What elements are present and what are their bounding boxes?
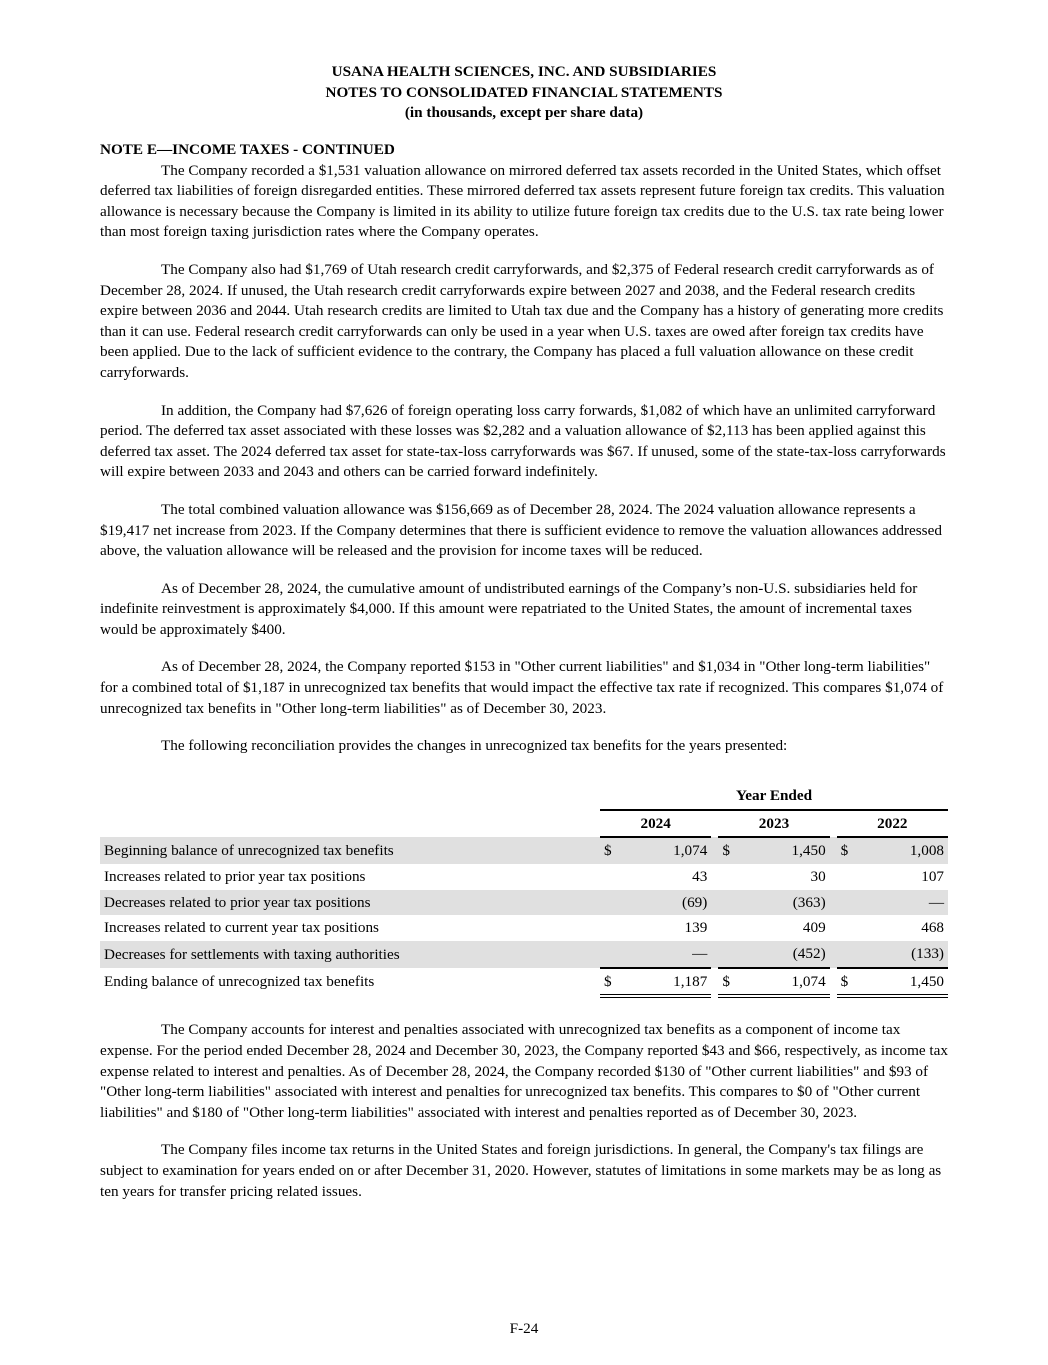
- row-label: Ending balance of unrecognized tax benefits: [104, 973, 375, 991]
- row-label: Decreases for settlements with taxing authorities: [100, 941, 600, 968]
- table-row: [100, 864, 948, 890]
- paragraph: The total combined valuation allowance was $156,669 as of December 28, 2024. The 2024 valuation allowance represents a $19,417 net increase from 2023. If the Company determines that there is sufficient evidence to remove the valuation allowances addressed above, the valuation allowance will be released and the provision for income taxes will be reduced.: [100, 500, 942, 560]
- note-title: NOTE E—INCOME TAXES - CONTINUED: [100, 141, 395, 158]
- row-label: Increases related to prior year tax positions: [104, 867, 366, 885]
- row-value: 1,074: [622, 837, 711, 864]
- row-value: 1,187: [622, 968, 711, 997]
- dollar-sign: [718, 915, 740, 941]
- dollar-sign: [600, 941, 622, 968]
- row-value: 43: [692, 867, 708, 885]
- table-year-header-row: [100, 810, 948, 838]
- dollar-sign: [600, 864, 622, 890]
- dollar-sign: $: [600, 837, 622, 864]
- paragraph: The following reconciliation provides the changes in unrecognized tax benefits for the years presented:: [161, 737, 788, 755]
- dollar-sign: [837, 941, 859, 968]
- row-value: (363): [740, 890, 829, 916]
- row-value: 107: [921, 867, 944, 885]
- year-header: 2023: [718, 810, 829, 838]
- row-value: 1,450: [740, 837, 829, 864]
- row-value: (133): [859, 941, 948, 968]
- dollar-sign: $: [837, 968, 859, 997]
- dollar-sign: [718, 890, 740, 916]
- row-value: 139: [684, 919, 708, 937]
- company-name: USANA HEALTH SCIENCES, INC. AND SUBSIDIARIES: [331, 63, 717, 80]
- year-header: 2022: [837, 810, 948, 838]
- dollar-sign: [718, 941, 740, 968]
- note-body: [100, 140, 948, 1219]
- dollar-sign: [837, 915, 859, 941]
- dollar-sign: [718, 864, 740, 890]
- row-value: 1,074: [740, 968, 829, 997]
- statement-title: NOTES TO CONSOLIDATED FINANCIAL STATEMENTS: [325, 83, 723, 101]
- dollar-sign: [837, 864, 859, 890]
- dollar-sign: $: [600, 968, 622, 997]
- units-note: (in thousands, except per share data): [404, 104, 644, 121]
- table-row: [100, 941, 948, 968]
- dollar-sign: $: [837, 837, 859, 864]
- table-row: [100, 837, 948, 864]
- year-header: 2024: [600, 810, 711, 838]
- row-value: (452): [740, 941, 829, 968]
- paragraph: As of December 28, 2024, the Company reported $153 in "Other current liabilities" and $1,034 in "Other long-term liabilities" for a combined total of $1,187 in unrecognized tax benefits that would impact the effective tax rate if recognized. This compares $1,074 of unrecognized tax benefits in "Other long-term liabilities" as of December 30, 2023.: [100, 658, 944, 717]
- paragraph: The Company files income tax returns in the United States and foreign jurisdictions. In general, the Company's tax filings are subject to examination for years ended on or after December 31, 2020. However, statutes of limitations in some markets may be as long as ten years for transfer pricing related issues.: [100, 1141, 942, 1200]
- paragraph: The Company also had $1,769 of Utah research credit carryforwards, and $2,375 of Federal research credit carryforwards as of December 28, 2024. If unused, the Utah research credit carryforwards expire between 2027 and 2038, and the Federal research credits expire between 2036 and 2044. Utah research credits are limited to Utah tax due and the Company has a history of generating more credits than it can use. Federal research credit carryforwards can only be used in a year when U.S. taxes are owed after foreign tax credits have been applied. Due to the lack of sufficient evidence to the contrary, the Company has placed a full valuation allowance on these credit carryforwards.: [100, 260, 944, 381]
- row-label: Increases related to current year tax positions: [104, 919, 379, 937]
- row-value: (69): [622, 890, 711, 916]
- paragraph: The Company accounts for interest and penalties associated with unrecognized tax benefits as a component of income tax expense. For the period ended December 28, 2024 and December 30, 2023, the Company reported $43 and $66, respectively, as income tax expense related to interest and penalties. As of December 28, 2024, the Company recorded $130 of "Other current liabilities" and $93 of "Other long-term liabilities" associated with interest and penalties for unrecognized tax benefits. This compares to $0 of "Other current liabilities" and $180 of "Other long-term liabilities" associated with interest and penalties reported as of December 30, 2023.: [100, 1021, 948, 1121]
- dollar-sign: $: [718, 837, 740, 864]
- table-row: [100, 915, 948, 941]
- paragraph: In addition, the Company had $7,626 of foreign operating loss carry forwards, $1,082 of which have an unlimited carryforward period. The deferred tax asset associated with these losses was $2,282 and a valuation allowance of $2,113 has been applied against this deferred tax asset. The 2024 deferred tax asset for state-tax-loss carryforwards was $67. If unused, some of the state-tax-loss carryforwards will expire between 2033 and 2043 and others can be carried forward indefinitely.: [100, 401, 946, 481]
- year-ended-header: Year Ended: [600, 783, 948, 810]
- row-value: —: [859, 890, 948, 916]
- row-value: —: [622, 941, 711, 968]
- table-row: [100, 968, 948, 997]
- unrecognized-tax-benefits-table: [100, 783, 948, 999]
- table-group-header-row: [100, 783, 948, 810]
- paragraph: As of December 28, 2024, the cumulative amount of undistributed earnings of the Company’s non-U.S. subsidiaries held for indefinite reinvestment is approximately $4,000. If this amount were repatriated to the United States, the amount of incremental taxes would be approximately $400.: [100, 579, 918, 638]
- row-label: Decreases related to prior year tax positions: [100, 890, 600, 916]
- dollar-sign: $: [718, 968, 740, 997]
- dollar-sign: [837, 890, 859, 916]
- page-number: F-24: [509, 1320, 539, 1337]
- row-value: 1,008: [859, 837, 948, 864]
- row-value: 1,450: [859, 968, 948, 997]
- row-label: Beginning balance of unrecognized tax benefits: [100, 837, 600, 864]
- table-row: [100, 890, 948, 916]
- paragraph: The Company recorded a $1,531 valuation allowance on mirrored deferred tax assets recorded in the United States, which offset deferred tax liabilities of foreign disregarded entities. These mirrored deferred tax assets represent future foreign tax credits. This valuation allowance is necessary because the Company is limited in its ability to utilize future foreign tax credits due to the U.S. tax rate being lower than most foreign taxing jurisdiction rates where the Company operates.: [100, 161, 945, 241]
- page-header: [0, 62, 1048, 124]
- row-value: 409: [802, 919, 826, 937]
- dollar-sign: [600, 890, 622, 916]
- dollar-sign: [600, 915, 622, 941]
- row-value: 468: [921, 919, 944, 937]
- row-value: 30: [810, 867, 826, 885]
